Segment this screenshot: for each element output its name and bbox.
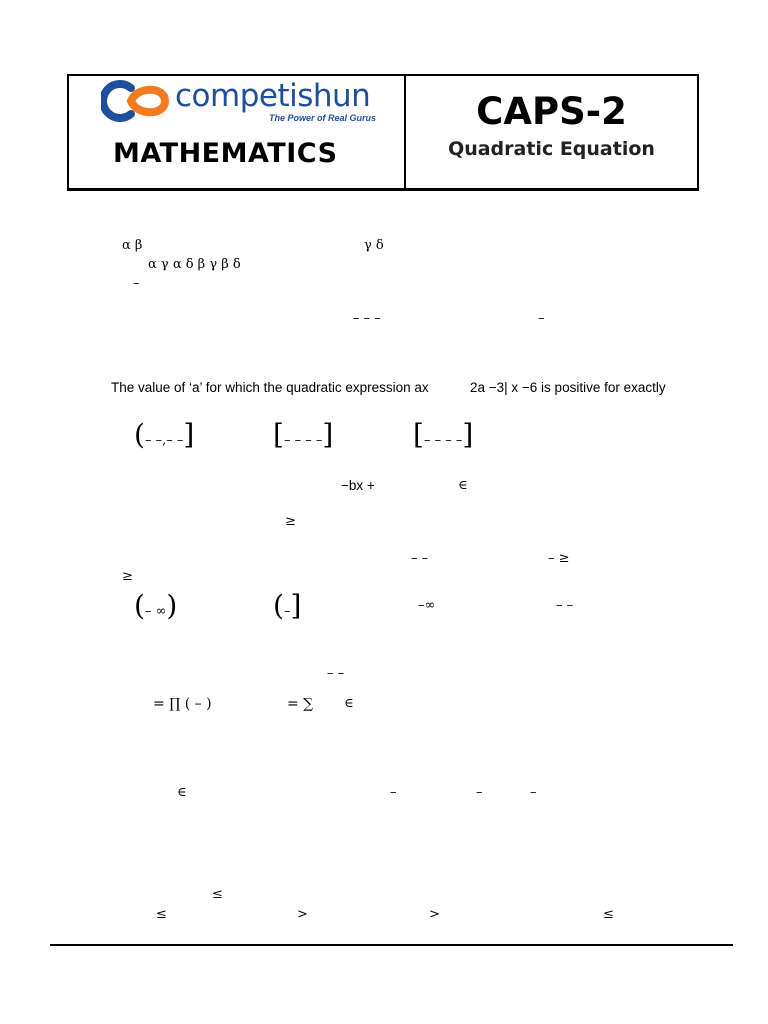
subject-title: MATHEMATICS [113, 138, 338, 169]
q1-options: – – – [353, 311, 381, 326]
competishun-logo-icon [101, 80, 173, 122]
q1-greek-2: γ δ [364, 238, 384, 253]
q4-element-of: ∈ [344, 696, 354, 711]
brand-tagline: The Power of Real Gurus [269, 113, 377, 123]
q5-dash-1: – [390, 785, 397, 800]
q3-fragment-2: ∈ [458, 478, 468, 493]
q3-option-d: – – [556, 598, 574, 613]
q6-le-3: ≤ [603, 907, 614, 922]
q2-stem-a: The value of ‘a’ for which the quadratic expression ax [111, 380, 429, 395]
topic-title: Quadratic Equation [448, 138, 655, 160]
q6-gt-2: > [429, 907, 440, 922]
q1-option-4: – [538, 311, 545, 326]
q3-fragment-3: ≥ [285, 514, 296, 529]
q3-fragment-6: ≥ [122, 569, 133, 584]
q5-dash-3: – [530, 785, 537, 800]
q3-option-a-text: – ∞ [144, 604, 167, 619]
q2-option-b: [– – – –] [273, 418, 334, 451]
q5-dash-2: – [476, 785, 483, 800]
q2-option-a-text: – –,– – [144, 433, 184, 448]
q6-gt-1: > [297, 907, 308, 922]
q2-option-c: [– – – –] [413, 418, 474, 451]
q5-element-of: ∈ [177, 785, 187, 800]
q3-option-a: (– ∞) [134, 589, 178, 622]
footer-rule [50, 944, 733, 946]
q6-le-2: ≤ [156, 907, 167, 922]
q3-option-b: (–] [273, 589, 302, 622]
q3-option-b-text: – [283, 604, 291, 619]
brand-name: competishun [175, 78, 371, 114]
q1-greek-1: α β [122, 238, 143, 253]
q2-option-b-text: – – – – [283, 433, 323, 448]
q6-le-1: ≤ [212, 887, 223, 902]
q1-dash: – [133, 276, 140, 291]
q1-greek-3: α γ α δ β γ β δ [148, 257, 241, 272]
q3-fragment-5: – ≥ [548, 551, 570, 566]
q4-fragment: – – [327, 666, 345, 681]
q3-fragment-1: −bx + [341, 478, 375, 493]
header-box [67, 74, 699, 191]
q4-sum: = ∑ [287, 696, 314, 712]
sheet-code: CAPS-2 [476, 90, 627, 133]
q3-option-c: –∞ [418, 598, 436, 613]
q2-option-c-text: – – – – [423, 433, 463, 448]
q2-stem-b: 2a −3| x −6 is positive for exactly [470, 380, 666, 395]
q2-option-a: (– –,– –] [134, 418, 195, 451]
q3-fragment-4: – – [411, 551, 429, 566]
q4-product: = ∏ ( – ) [153, 696, 212, 712]
